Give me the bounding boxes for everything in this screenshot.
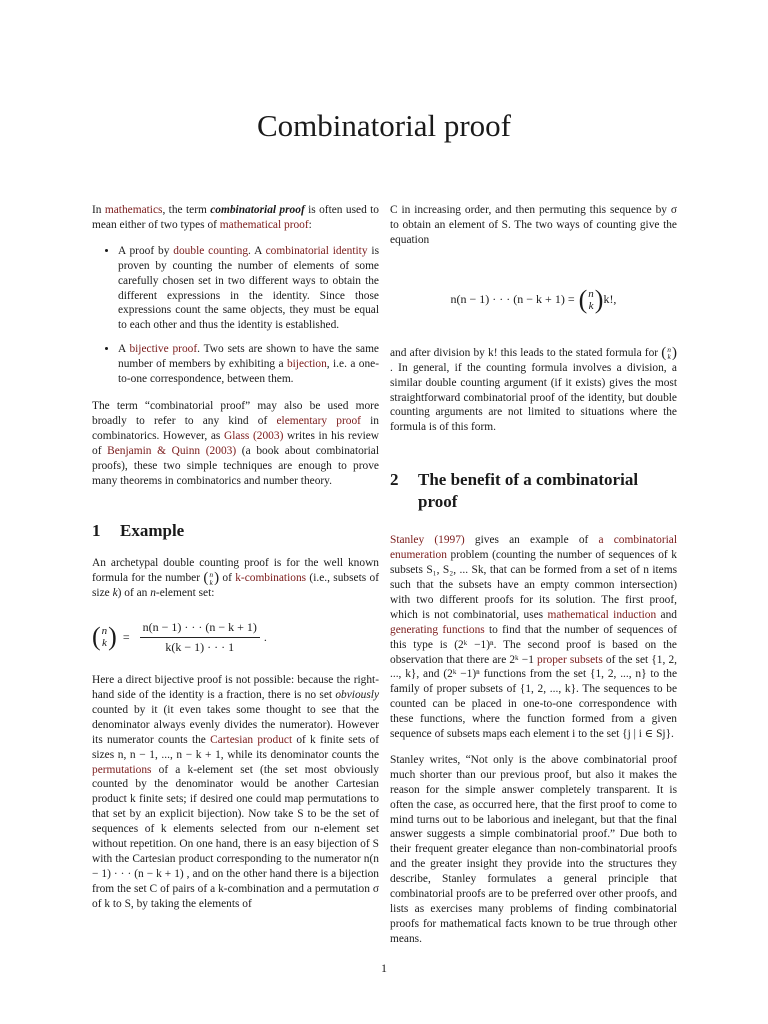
example-paragraph	[92, 556, 379, 601]
text: gives an example of	[464, 534, 599, 547]
link-permutations[interactable]: permutations	[92, 763, 152, 776]
term-combinatorial-proof: combinatorial proof	[210, 204, 305, 216]
equation-double-count	[390, 278, 677, 322]
text: of a k-element set (the set most obviously counted by the denominator would be another Cartesian product k finite sets; if desired one could map permutations to that set by an explicit bijection). Now take S to be the set of sequences of k elements selected from our n-element set without repetition. On one hand, there is an easy bijection of S with the Cartesian product corresponding to the numerator n(n − 1) · · · (n − k + 1) , and on the other hand there is a bijection from the set C of pairs of a k-combination and a permutation σ of k to S, by taking the elements of	[92, 763, 379, 910]
fraction	[140, 620, 260, 655]
text: . A	[248, 244, 266, 257]
text: is often used to mean either of two types of	[92, 204, 379, 231]
link-elementary-proof[interactable]: elementary proof	[276, 414, 361, 427]
after-paragraph	[390, 346, 677, 436]
left-column	[92, 203, 379, 923]
text: in combinatorics. However, as	[92, 414, 379, 442]
text: , the term	[162, 204, 211, 216]
section-number: 2	[390, 470, 399, 490]
binom-top: n	[667, 344, 671, 354]
equation-rhs: k!,	[603, 292, 617, 307]
stanley-paragraph	[390, 533, 677, 742]
text: Here a direct bijective proof is not possible: because the right-hand side of the identity is a fraction, there is no set	[92, 674, 379, 702]
link-mathematical-proof[interactable]: mathematical proof	[219, 218, 309, 231]
text: of the set {1, 2, ..., k}, and (2ᵏ −1)ⁿ functions from the set {1, 2, ..., n} to the family of proper subsets of {1, 2, ..., k}. The sequences to be counted can be placed in one-to-one correspondence with these functions, where the function formed from a given sequence of subsets maps each element i to the set {j | i ∈ Sj}.	[390, 653, 677, 741]
equation-lhs: n(n − 1) · · · (n − k + 1) =	[450, 292, 575, 307]
text: :	[308, 218, 312, 231]
equals-sign: =	[122, 629, 130, 644]
binom-bottom: k	[588, 299, 594, 312]
link-stanley-1997[interactable]: Stanley (1997)	[390, 534, 465, 547]
link-proper-subsets[interactable]: proper subsets	[537, 653, 603, 666]
link-mathematics[interactable]: mathematics	[104, 204, 163, 216]
binomial: ( n k )	[92, 622, 117, 652]
fraction-denominator: k(k − 1) · · · 1	[165, 639, 235, 654]
text: problem (counting the number of sequences of k subsets S₁, S₂, ... Sk, that can be formed from a set of n items such that the subsets have an empty common intersection) with two different proofs for its solution. The first proof, which is not combinatorial, uses	[390, 549, 677, 621]
text: An archetypal double counting proof is for the well known formula for the number	[92, 557, 379, 585]
link-k-combinations[interactable]: k-combinations	[235, 572, 307, 585]
fraction-numerator: n(n − 1) · · · (n − k + 1)	[140, 620, 260, 638]
section-number: 1	[92, 521, 101, 541]
binom-bottom: k	[209, 577, 213, 587]
list-item	[118, 342, 379, 387]
section-heading-benefit	[390, 469, 677, 513]
right-column	[390, 203, 677, 958]
link-benjamin-quinn-2003[interactable]: Benjamin & Quinn (2003)	[107, 444, 237, 457]
text: and	[656, 608, 677, 621]
text: . In general, if the counting formula involves a division, a similar double counting argument (if it exists) gives the most straightforward combinatorial proof of the identity, but double counting arguments are not limited to situations where the formula is of this form.	[390, 361, 677, 434]
link-glass-2003[interactable]: Glass (2003)	[224, 429, 284, 442]
link-mathematical-induction[interactable]: mathematical induction	[547, 608, 657, 621]
text: of k finite sets of sizes n, n − 1, ..., n − k + 1, while its denominator counts the	[92, 733, 379, 761]
binom-top: n	[588, 287, 594, 300]
broad-paragraph	[92, 399, 379, 488]
text: (i.e., subsets of size	[92, 572, 379, 600]
link-double-counting[interactable]: double counting	[173, 244, 249, 257]
section-heading-example	[92, 521, 379, 541]
math-var: n	[150, 587, 156, 600]
stanley-quote-paragraph: Stanley writes, “Not only is the above combinatorial proof much shorter than our previous proof, but also it makes the reason for the simple answer completely transparent. It is often the case, as occurred here, that the first proof to come to mind turns out to be laborious and inelegant, but that the final answer suggests a simple combinatorial proof.” Due both to their frequent greater elegance than non-combinatorial proofs and the greater insight they provide into the structures they describe, Stanley formulates a general principle that combinatorial proofs are to be preferred over other proofs, and lists as exercises many problems of finding combinatorial proofs for mathematical facts known to be true through other means.	[390, 753, 677, 945]
page-title: Combinatorial proof	[257, 108, 511, 143]
link-cartesian-product[interactable]: Cartesian product	[210, 733, 293, 746]
math-var: k	[112, 587, 118, 600]
text: A proof by	[118, 244, 174, 257]
link-bijective-proof[interactable]: bijective proof	[129, 343, 198, 356]
link-combinatorial-identity[interactable]: combinatorial identity	[265, 244, 368, 257]
text: -element set:	[155, 587, 215, 600]
text: ) of an	[117, 587, 151, 600]
list-item	[118, 244, 379, 333]
binomial-inline: ( n k )	[203, 570, 220, 587]
intro-paragraph	[92, 203, 379, 233]
link-generating-functions[interactable]: generating functions	[390, 623, 485, 636]
link-bijection[interactable]: bijection	[286, 358, 327, 371]
text: is proven by counting the number of elements of some carefully chosen set in two different ways to obtain the different expressions in the identity. Since those expressions count the same objects, they must be equal to each other and thus the identity is established.	[118, 244, 379, 332]
section-title: The benefit of a combinatorial proof	[418, 470, 639, 512]
binom-top: n	[101, 625, 108, 638]
section-title: Example	[120, 521, 185, 541]
link-combinatorial-enumeration[interactable]: a combinatorial enumeration	[390, 534, 677, 562]
text: of	[219, 572, 236, 585]
binomial: ( n k )	[578, 284, 604, 314]
text: to find that the number of sequences of this type is (2ᵏ −1)ⁿ. The second proof is based on the observation that there are 2ᵏ −1	[390, 623, 677, 666]
text: A	[118, 343, 130, 356]
text: In	[92, 204, 105, 216]
binomial-inline: ( n k )	[661, 344, 677, 362]
binom-top: n	[209, 570, 214, 580]
binom-bottom: k	[101, 637, 107, 650]
equation-period: .	[263, 629, 267, 644]
continued-paragraph: C in increasing order, and then permuting this sequence by σ to obtain an element of S. The two ways of counting give the equation	[390, 204, 677, 246]
emphasis: obviously	[335, 689, 379, 702]
binom-bottom: k	[667, 352, 671, 362]
page-number: 1	[381, 961, 387, 975]
text: , i.e. a one-to-one correspondence, between them.	[118, 358, 379, 386]
text: (a book about combinatorial proofs), these two simple techniques are enough to prove many theorems in combinatorics and number theory.	[92, 444, 379, 487]
text: writes in his review of	[92, 429, 380, 457]
direct-paragraph	[92, 673, 379, 912]
text: . Two sets are shown to have the same number of members by exhibiting a	[118, 343, 379, 371]
text: The term “combinatorial proof” may also be used more broadly to refer to any kind of	[92, 399, 379, 427]
text: counted by it (it even takes some thought to see that the denominator always evenly divides the numerator). However its numerator counts the	[92, 703, 379, 746]
equation-binomial-formula	[92, 615, 379, 659]
text: and after division by k! this leads to the stated formula for	[390, 346, 662, 359]
proof-types-list	[92, 244, 379, 387]
